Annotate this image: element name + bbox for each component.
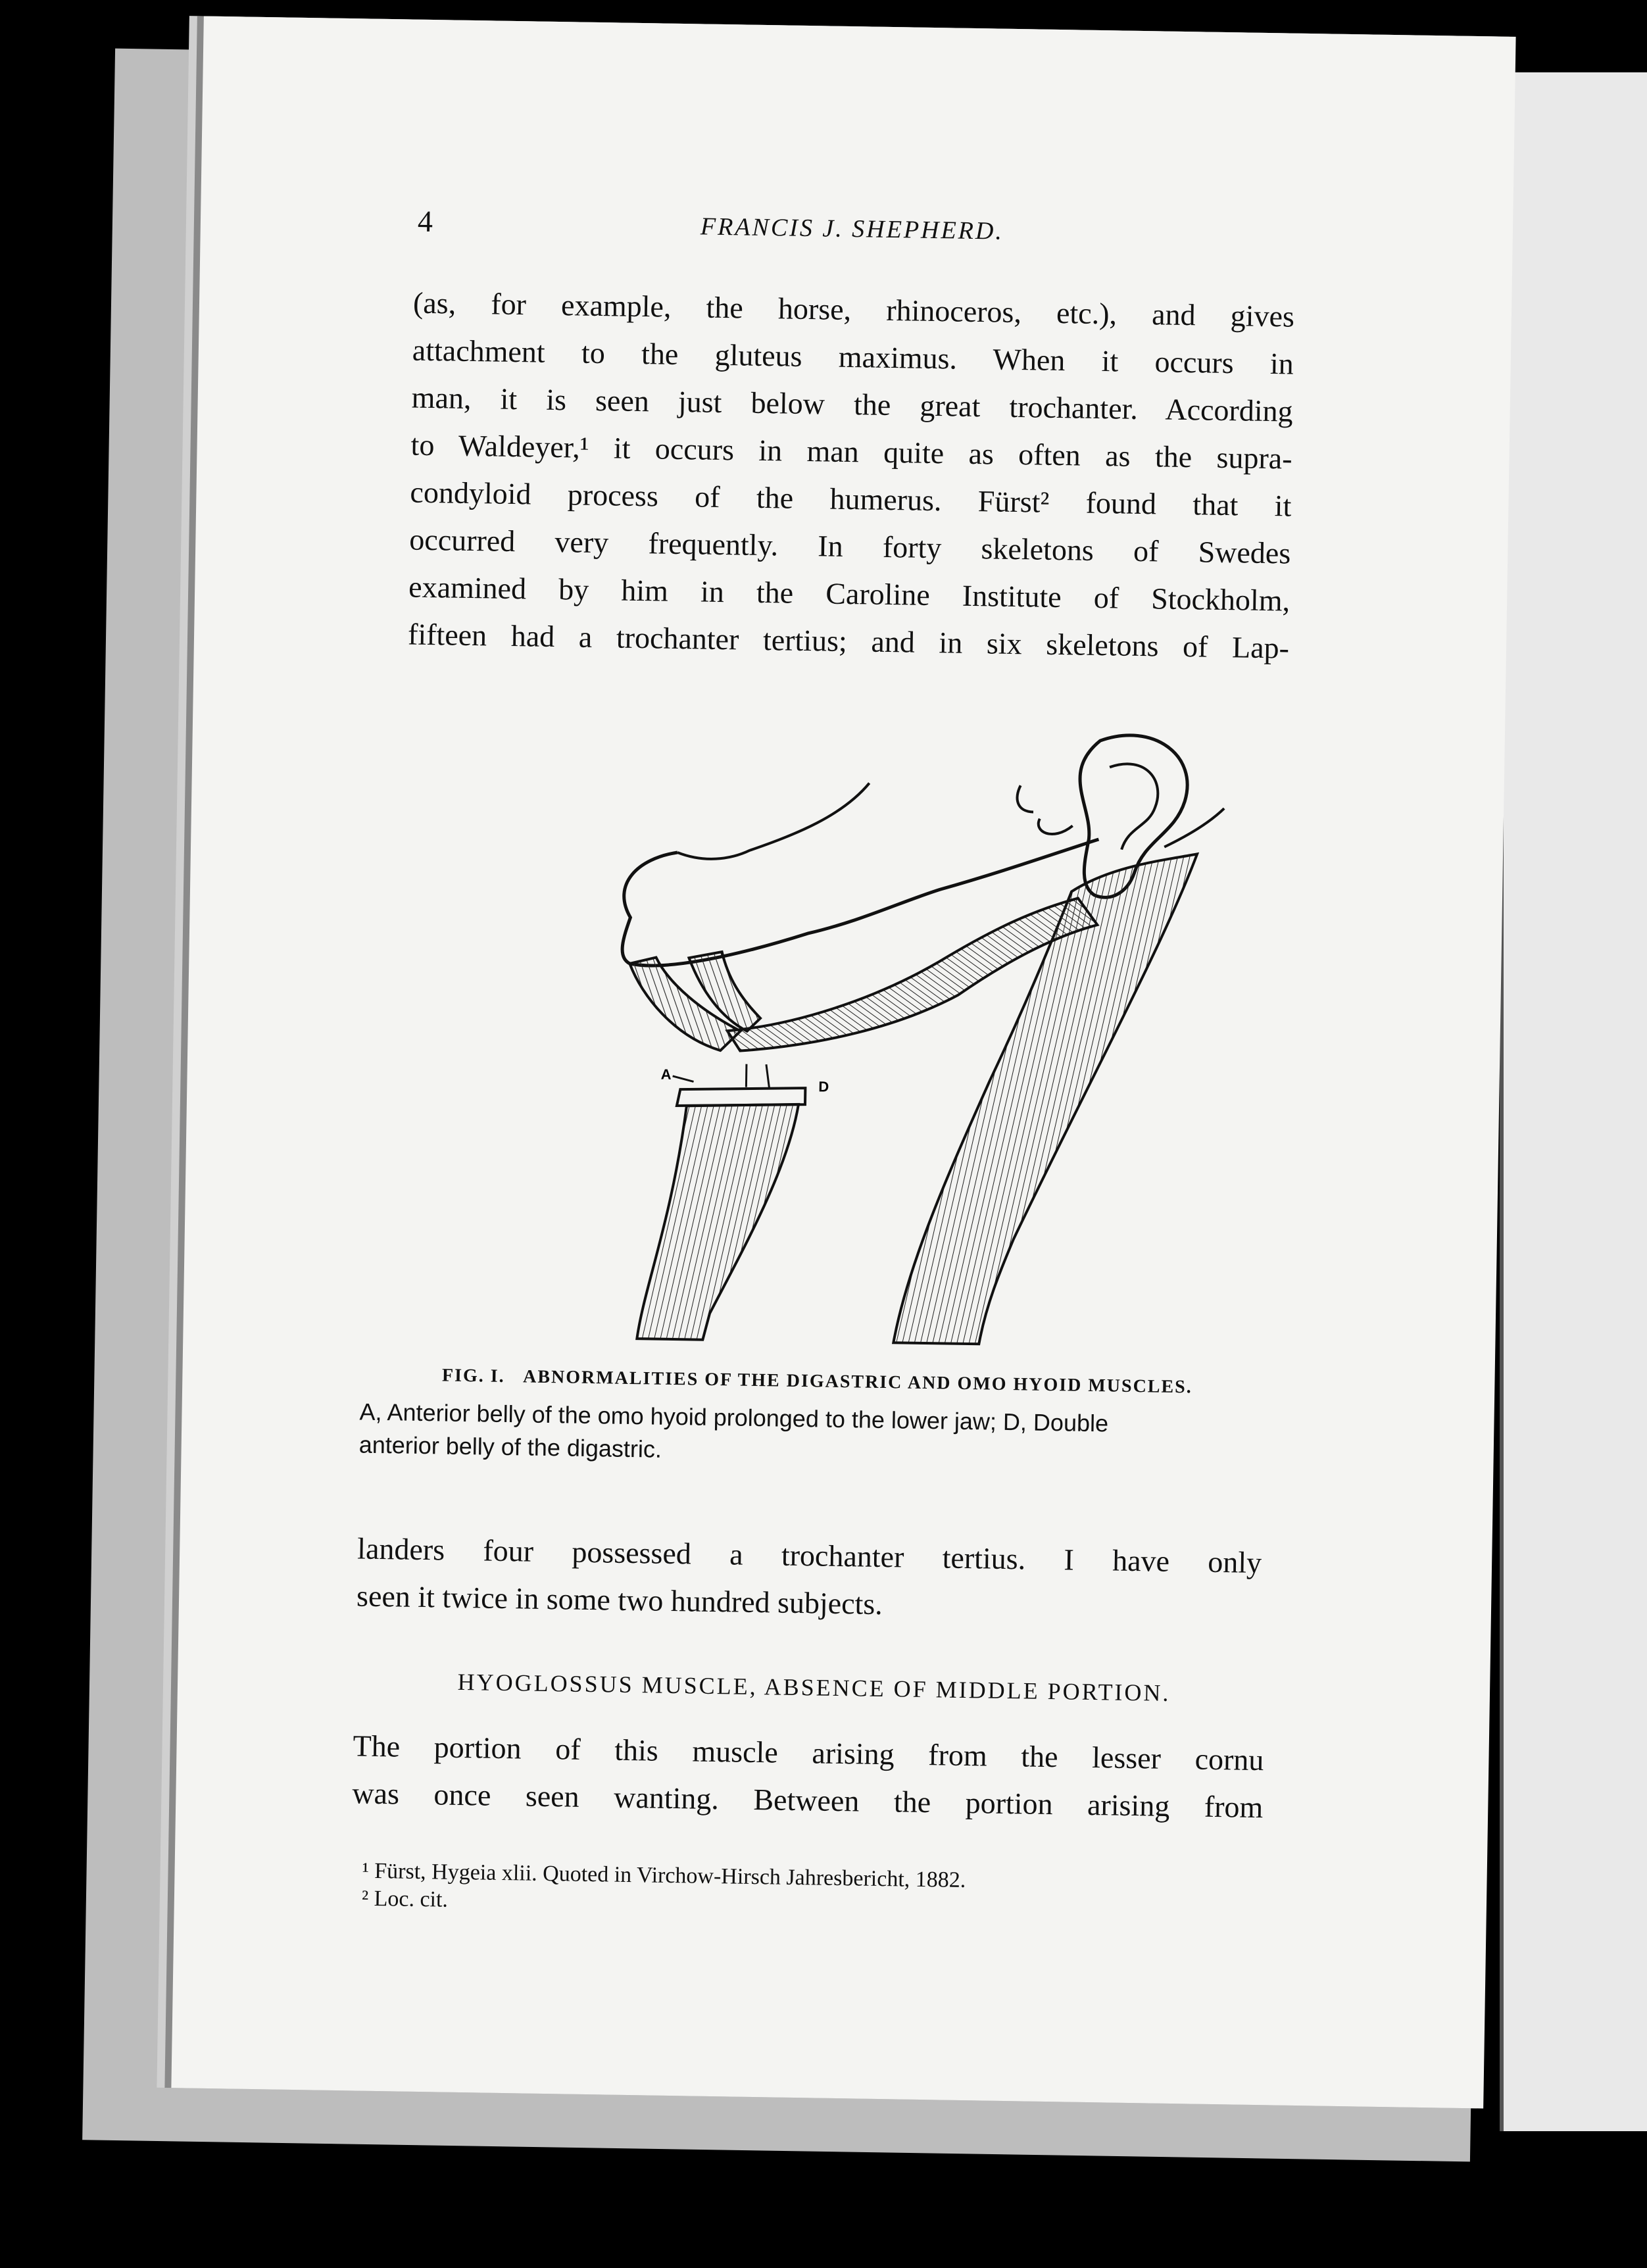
paragraph-middle — [356, 1525, 1262, 1634]
caption-heading: ABNORMALITIES OF THE DIGASTRIC AND OMO HYOID MUSCLES. — [522, 1366, 1192, 1398]
text-line: The portion of this muscle arising from the lesser cornu — [353, 1729, 1264, 1777]
footnote: ² Loc. cit. — [361, 1886, 449, 1912]
text-line: condyloid process of the humerus. Fürst² found that it — [410, 475, 1292, 523]
caption-line: A, Anterior belly of the omo hyoid prolonged to the lower jaw; D, Double — [359, 1398, 1109, 1437]
paragraph-bottom — [352, 1722, 1264, 1831]
running-head — [417, 204, 1266, 270]
text-line: fifteen had a trochanter tertius; and in six skeletons of Lap- — [407, 617, 1290, 665]
text-line: attachment to the gluteus maximus. When it occurs in — [412, 333, 1294, 381]
text-line: landers four possessed a trochanter tertius. I have only — [356, 1531, 1262, 1580]
text-line: (as, for example, the horse, rhinoceros, etc.), and gives — [412, 285, 1295, 333]
facing-page — [1500, 72, 1647, 2131]
footnote: ¹ Fürst, Hygeia xlii. Quoted in Virchow-Hirsch Jahresbericht, 1882. — [362, 1858, 966, 1893]
text-line: examined by him in the Caroline Institute of Stockholm, — [408, 570, 1291, 618]
text-line: to Waldeyer,¹ it occurs in man quite as often as the supra- — [410, 428, 1292, 476]
caption-body — [358, 1396, 1273, 1476]
text-line: seen it twice in some two hundred subjects. — [356, 1579, 883, 1621]
caption-title — [360, 1364, 1274, 1400]
anatomical-illustration — [525, 719, 1232, 1362]
figure-label-a: A — [660, 1066, 672, 1083]
figure-number: FIG. I. — [441, 1365, 505, 1387]
running-title: FRANCIS J. SHEPHERD. — [700, 212, 1004, 245]
text-line: was once seen wanting. Between the portion arising from — [352, 1776, 1264, 1825]
text-line: occurred very frequently. In forty skeletons of Swedes — [409, 522, 1291, 570]
figure-caption — [358, 1364, 1274, 1476]
book-page — [171, 16, 1515, 2109]
figure-label-d: D — [818, 1078, 829, 1095]
section-heading: HYOGLOSSUS MUSCLE, ABSENCE OF MIDDLE PORTION. — [457, 1668, 1171, 1706]
paragraph-top — [408, 280, 1295, 672]
caption-line: anterior belly of the digastric. — [358, 1431, 662, 1463]
neck-muscles-drawing — [525, 719, 1232, 1362]
text-line: man, it is seen just below the great trochanter. According — [411, 380, 1294, 428]
footnotes — [362, 1858, 1217, 1926]
page-number: 4 — [417, 204, 433, 239]
